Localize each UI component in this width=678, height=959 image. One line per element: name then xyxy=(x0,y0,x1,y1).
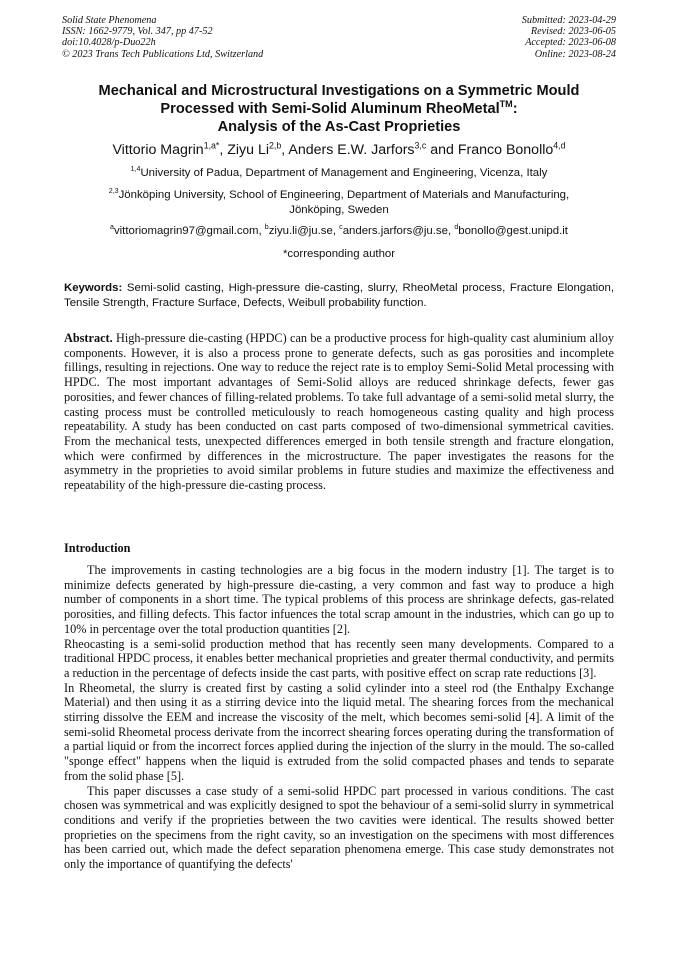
author-separator: , xyxy=(219,142,228,158)
affiliation-text: University of Padua, Department of Management and Engineering, Vicenza, Italy xyxy=(140,167,548,179)
author-separator: and xyxy=(426,142,458,158)
title-line-3: Analysis of the As-Cast Proprieties xyxy=(217,119,461,135)
email-separator: , xyxy=(447,225,455,237)
author-separator: , xyxy=(281,142,289,158)
author-affiliation-mark: 3,c xyxy=(414,140,427,151)
intro-paragraph-2: Rheocasting is a semi-solid production method that has recently seen many developments. Compared to a traditional HPDC process, it enables better mechanical proprieties and greater thermal conductivity, and permits a reduction in the percentage of defects inside the cast parts, with positive effect on scrap rate reductions [3]. xyxy=(64,636,614,680)
author-name: Vittorio Magrin xyxy=(112,142,204,158)
email-separator: , xyxy=(332,225,340,237)
affiliation-2 xyxy=(50,188,628,218)
journal-copyright: © 2023 Trans Tech Publications Ltd, Switzerland xyxy=(62,48,264,60)
email-address[interactable]: ziyu.li@ju.se xyxy=(268,225,333,237)
email-address[interactable]: bonollo@gest.unipd.it xyxy=(458,225,568,237)
email-mark: b xyxy=(264,224,269,232)
abstract xyxy=(64,331,614,493)
journal-header-right xyxy=(522,15,616,60)
intro-paragraph-4: This paper discusses a case study of a semi-solid HPDC part processed in various conditions. The cast chosen was symmetrical and was explicitly designed to spot the behaviour of a semi-solid slurry in symmetrical conditions and verify if the proprieties between the two cavities were identical. The results showed better proprieties on the specimens from the right cavity, so an investigation on the specimens with most differences has been carried out, which made the defect separation phenomena emerge. This case study demonstrates not only the importance of quantifying the defects' xyxy=(64,783,614,872)
affiliation-mark: 2,3 xyxy=(108,188,119,196)
abstract-label: Abstract. xyxy=(64,331,113,345)
affiliation-text-cont: Jönköping, Sweden xyxy=(289,204,389,216)
author-affiliation-mark: 2,b xyxy=(269,140,282,151)
email-address[interactable]: vittoriomagrin97@gmail.com xyxy=(113,225,259,237)
keywords xyxy=(64,281,614,310)
abstract-text: High-pressure die-casting (HPDC) can be a productive process for high-quality cast aluminium alloy components. However, it is also a process prone to generate defects, such as gas porosities and incomplete fillings, resulting in rejections. One way to reduce the reject rate is to employ Semi-Solid Metal processing with HPDC. The most important advantages of Semi-Solid alloys are reduced shrinkage defects, fewer gas porosities, and fewer chances of filling-related problems. To take full advantage of a semi-solid metal slurry, the casting process must be controlled meticulously to reach homogeneous casting quality and high process repeatability. A study has been conducted on cast parts composed of two-dimensional symmetrical cavities. From the mechanical tests, unexpected differences emerged in both tensile strength and fracture elongation, which were confirmed by differences in the microstructure. The paper investigates the reasons for the asymmetry in the proprieties to avoid similar problems in future studies and maximize the effectiveness and repeatability of the high-pressure die-casting process. xyxy=(64,331,614,493)
journal-doi[interactable]: doi:10.4028/p-Duo22h xyxy=(62,37,156,49)
email-mark: a xyxy=(110,224,114,232)
journal-name: Solid State Phenomena xyxy=(62,15,157,26)
author-name: Franco Bonollo xyxy=(457,142,554,158)
author-affiliation-mark: 1,a* xyxy=(203,140,220,151)
author-affiliation-mark: 4,d xyxy=(553,140,566,151)
affiliation-mark: 1,4 xyxy=(130,166,141,174)
email-mark: d xyxy=(454,224,459,232)
keywords-text: Semi-solid casting, High-pressure die-casting, slurry, RheoMetal process, Fracture Elongation, Tensile Strength, Fracture Surface, Defects, Weibull probability function. xyxy=(64,282,614,309)
journal-issn: ISSN: 1662-9779, Vol. 347, pp 47-52 xyxy=(62,26,213,38)
date-submitted: Submitted: 2023-04-29 xyxy=(521,15,616,26)
author-name: Ziyu Li xyxy=(227,142,270,158)
introduction-body xyxy=(64,563,614,872)
paper-title xyxy=(50,82,628,136)
title-line-2 xyxy=(50,100,628,118)
keywords-label: Keywords: xyxy=(64,282,123,294)
email-mark: c xyxy=(339,224,343,232)
email-list xyxy=(50,224,628,239)
trademark-superscript: TM xyxy=(499,99,513,110)
affiliation-text: Jönköping University, School of Engineering, Department of Materials and Manufacturing, xyxy=(118,189,570,201)
email-separator: , xyxy=(258,225,265,237)
date-accepted: Accepted: 2023-06-08 xyxy=(525,37,616,49)
journal-header-left xyxy=(62,15,263,60)
author-list xyxy=(40,142,638,158)
author-name: Anders E.W. Jarfors xyxy=(288,142,415,158)
section-heading-introduction: Introduction xyxy=(64,541,131,555)
intro-paragraph-3: In Rheometal, the slurry is created first by casting a solid cylinder into a steel rod (the Enthalpy Exchange Material) and then using it as a stirring device into the liquid metal. The shearing forces from the mechanical stirring dissolve the EEM and increase the viscosity of the melt, which becomes semi-solid [4]. A limit of the semi-solid Rheometal process derivate from the incorrect shearing forces operating during the transformation of a partial liquid or from the incorrect forces applied during the injection of the slurry in the mould. The so-called "sponge effect" happens when the liquid is extruded from the solid compacted phases and tends to separate from the solid phase [5]. xyxy=(64,680,614,783)
title-line-1: Mechanical and Microstructural Investigations on a Symmetric Mould xyxy=(98,83,580,99)
date-revised: Revised: 2023-06-05 xyxy=(530,26,616,38)
intro-paragraph-1: The improvements in casting technologies are a big focus in the modern industry [1]. The target is to minimize defects generated by high-pressure die-casting, a very common and fast way to produce a high number of components in a short time. The typical problems of this process are shrinkage defects, gas-related porosities, and filling defects. This factor infuences the total scrap amount in the industries, which can go up to 10% in percentage over the total production quantities [2]. xyxy=(64,563,614,636)
corresponding-author-note: *corresponding author xyxy=(282,248,396,260)
date-online: Online: 2023-08-24 xyxy=(534,48,616,60)
title-line-2-colon: : xyxy=(512,101,518,117)
title-line-2-text: Processed with Semi-Solid Aluminum RheoMetal xyxy=(160,101,500,117)
affiliation-1 xyxy=(50,166,628,181)
email-address[interactable]: anders.jarfors@ju.se xyxy=(342,225,448,237)
